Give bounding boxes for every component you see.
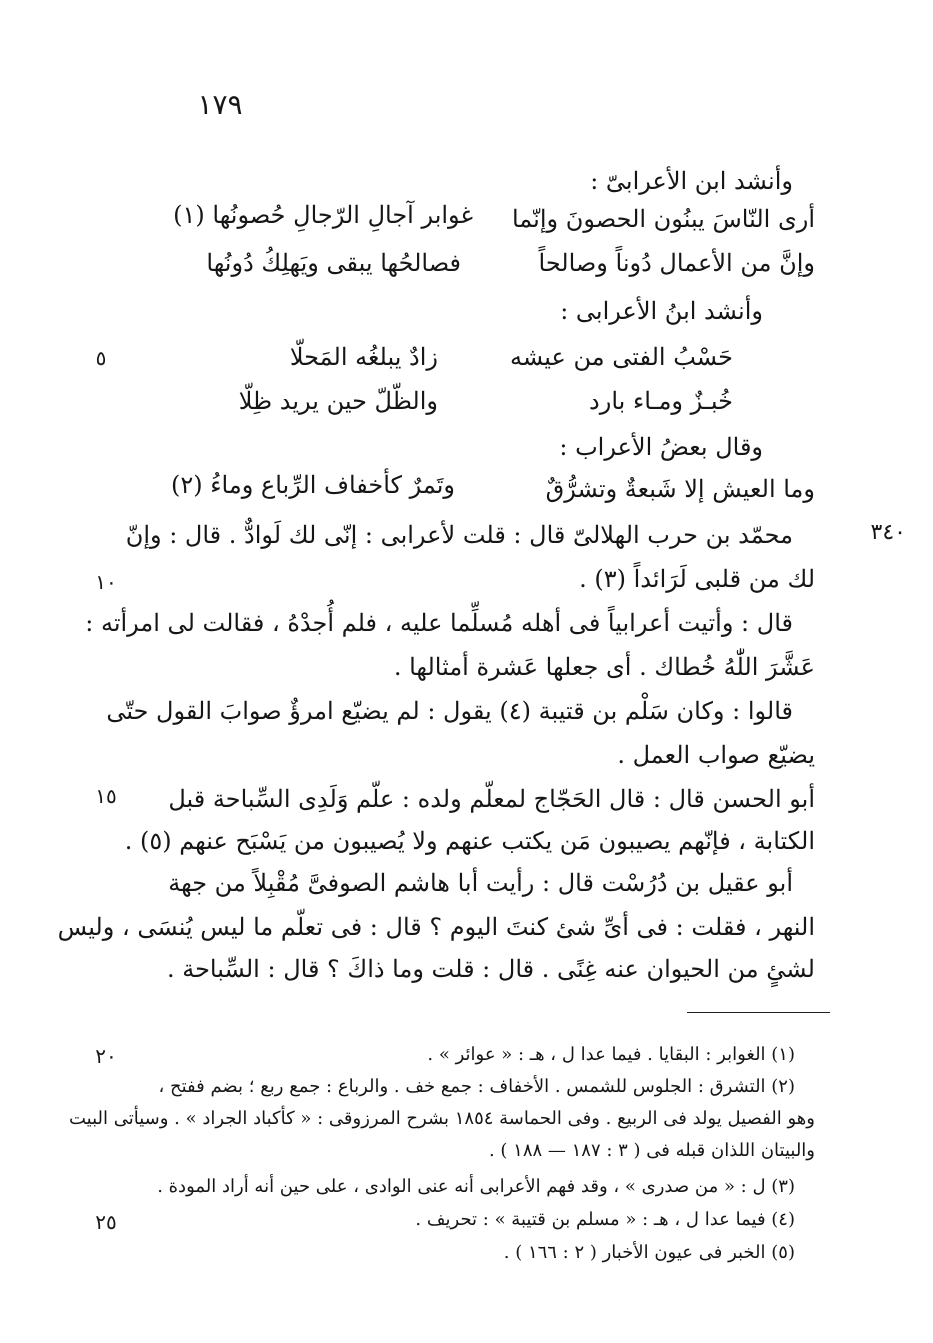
verse-1-first-hemistich: أرى النّاسَ يبنُون الحصونَ وإنّما (511, 205, 815, 233)
footnote: (٣) ل : « من صدرى » ، وقد فهم الأعرابى أنه عنى الوادى ، على حين أنه أراد المودة . (157, 1176, 795, 1197)
footnote-continuation: والبيتان اللذان قبله فى ( ٣ : ١٨٧ — ١٨٨ ) . (488, 1140, 815, 1161)
footnote: (٢) التشرق : الجلوس للشمس . الأخفاف : جمع خف . والرباع : جمع ربع ؛ بضم ففتح ، (158, 1076, 795, 1097)
verse-3-first-hemistich: حَسْبُ الفتى من عيشه (509, 343, 733, 371)
intro-line-1: وأنشد ابن الأعرابىّ : (590, 167, 793, 195)
section-number: ٣٤٠ (870, 520, 906, 545)
paragraph-5-line-3: لشئٍ من الحيوان عنه غِنًى . قال : قلت وما ذاكَ ؟ قال : السِّباحة . (166, 955, 815, 983)
paragraph-3-line-2: يضيّع صواب العمل . (617, 741, 815, 769)
verse-3-second-hemistich: زادٌ يبلغُه المَحلّا (289, 343, 438, 371)
margin-line-number: ١٠ (95, 570, 117, 594)
verse-2-second-hemistich: فصالحُها يبقى ويَهلِكُ دُونُها (206, 249, 461, 277)
paragraph-2-line-1: قال : وأتيت أعرابياً فى أهله مُسلِّما عليه ، فلم أُجدْهُ ، فقالت لى امرأته : (85, 609, 793, 637)
paragraph-5-line-1: أبو عقيل بن دُرُسْت قال : رأيت أبا هاشم الصوفىَّ مُقْبِلاً من جهة (168, 869, 793, 897)
verse-1-second-hemistich: غوابر آجالِ الرّجالِ حُصونُها (١) (173, 201, 473, 229)
paragraph-2-line-2: عَشَّرَ اللّٰهُ خُطاك . أى جعلها عَشرة أمثالها . (393, 653, 815, 681)
paragraph-4-line-1: أبو الحسن قال : قال الحَجّاج لمعلّم ولده : علّم وَلَدِى السِّباحة قبل (168, 785, 815, 813)
paragraph-5-line-2: النهر ، فقلت : فى أىِّ شئ كنتَ اليوم ؟ قال : فى تعلّم ما ليس يُنسَى ، وليس (57, 913, 815, 941)
verse-4-first-hemistich: خُبـزٌ ومـاء بارد (589, 387, 733, 415)
paragraph-4-line-2: الكتابة ، فإنّهم يصيبون مَن يكتب عنهم ولا يُصيبون من يَسْبَح عنهم (٥) . (124, 827, 815, 855)
margin-line-number: ٥ (95, 346, 107, 370)
paragraph-1-line-1: محمّد بن حرب الهلالىّ قال : قلت لأعرابى : إنّى لك لَوادٌّ . قال : وإنّ (125, 521, 793, 549)
verse-5-first-hemistich: وما العيش إلا شَبعةٌ وتشرُّقٌ (545, 475, 815, 503)
margin-line-number: ٢٥ (95, 1210, 117, 1234)
verse-2-first-hemistich: وإنَّ من الأعمال دُوناً وصالحاً (538, 249, 815, 277)
verse-5-second-hemistich: وتَمرٌ كأخفاف الرِّباع وماءُ (٢) (170, 471, 455, 499)
page-number: ١٧٩ (197, 88, 243, 121)
verse-4-second-hemistich: والظّلّ حين يريد ظِلّا (238, 387, 438, 415)
footnote-continuation: وهو الفصيل يولد فى الربيع . وفى الحماسة ١٨٥٤ بشرح المرزوقى : « كأكباد الجراد » . وسيأتى البيت (68, 1108, 815, 1129)
margin-line-number: ١٥ (95, 784, 117, 808)
paragraph-3-line-1: قالوا : وكان سَلْم بن قتيبة (٤) يقول : لم يضيّع امرؤٌ صوابَ القول حتّى (106, 697, 793, 725)
intro-line-3: وقال بعضُ الأعراب : (559, 433, 763, 461)
paragraph-1-line-2: لك من قلبى لَرَائداً (٣) . (579, 565, 815, 593)
margin-line-number: ٢٠ (95, 1044, 117, 1068)
intro-line-2: وأنشد ابنُ الأعرابى : (560, 297, 763, 325)
footnote: (١) الغوابر : البقايا . فيما عدا ل ، هـ : « عوائر » . (427, 1044, 795, 1065)
footnote-divider (687, 1012, 830, 1013)
footnote: (٥) الخبر فى عيون الأخبار ( ٢ : ١٦٦ ) . (503, 1242, 795, 1263)
footnote: (٤) فيما عدا ل ، هـ : « مسلم بن قتيبة » : تحريف . (415, 1209, 795, 1230)
